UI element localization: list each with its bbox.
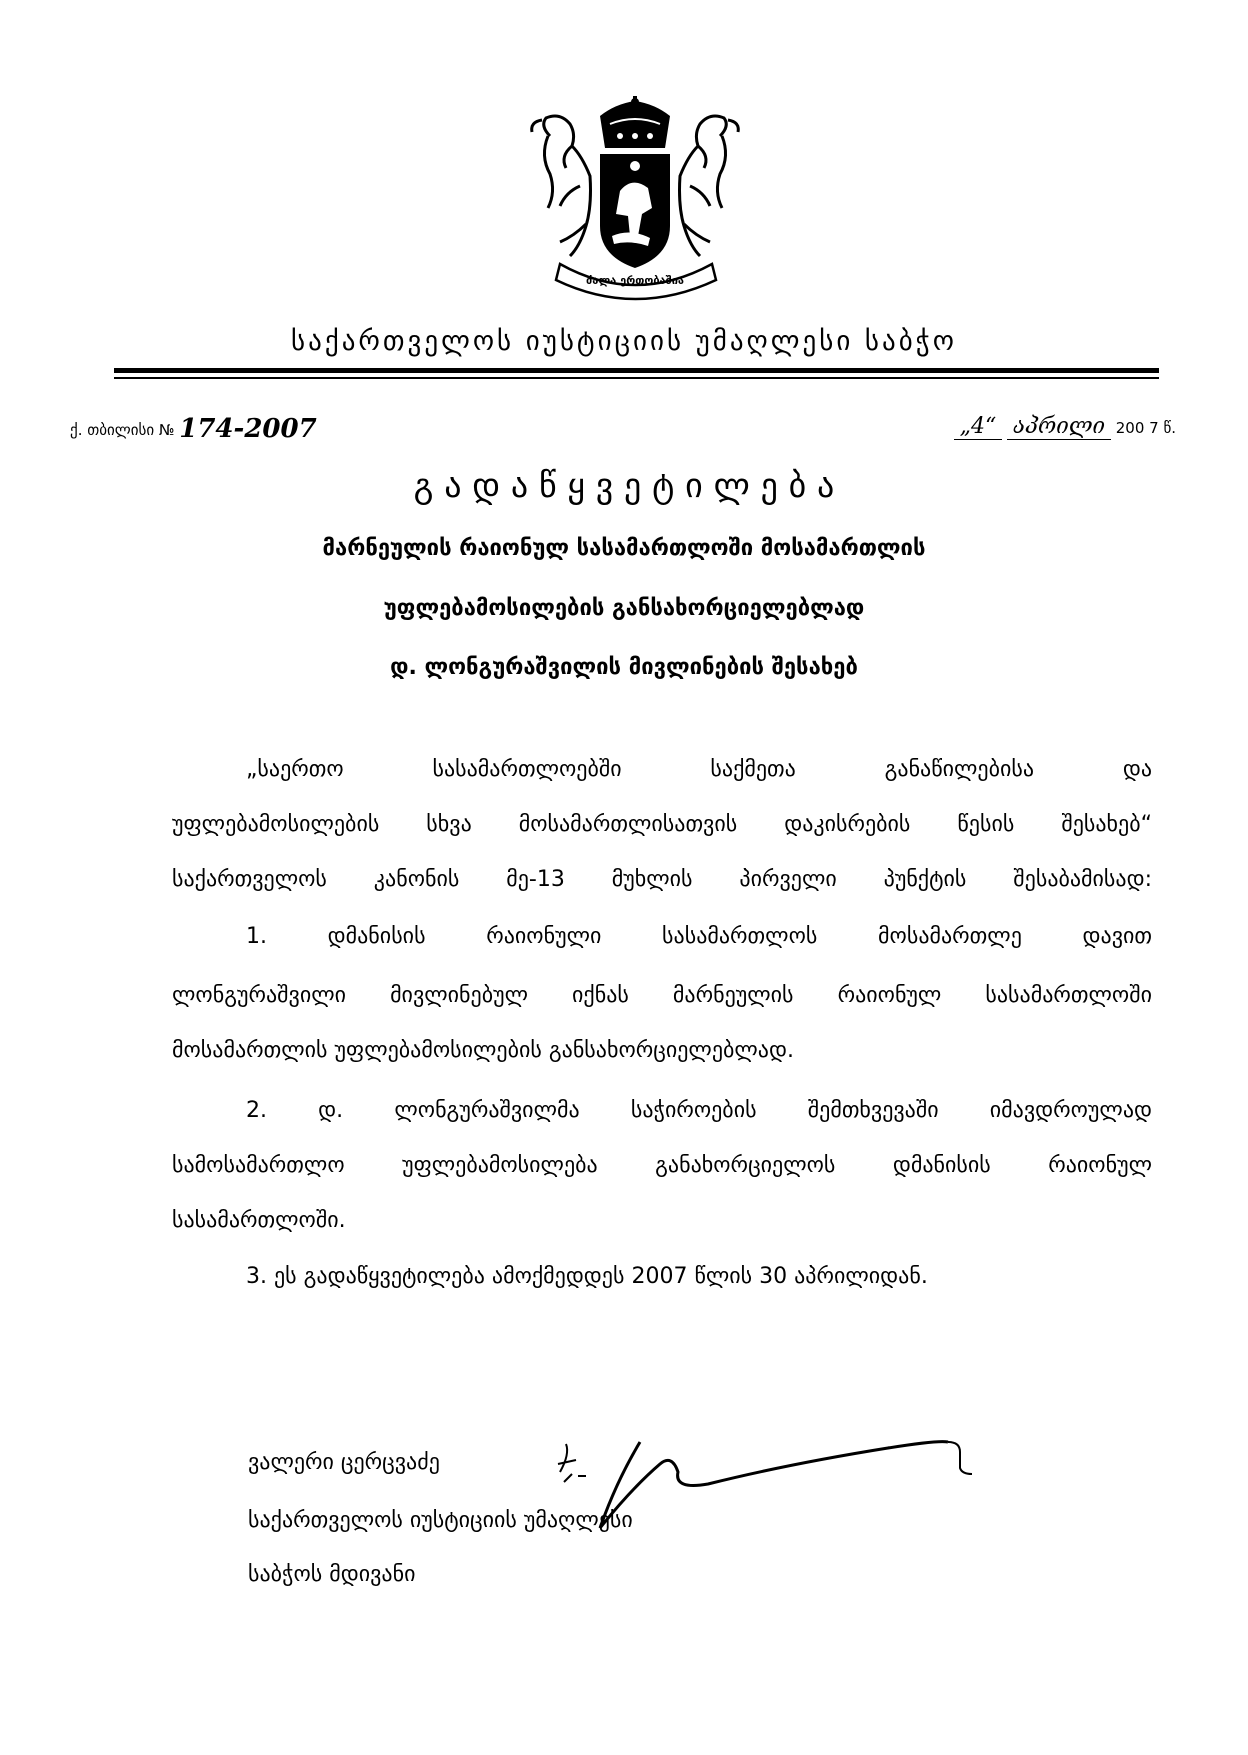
signatory-title: საქართველოს იუსტიციის უმაღლესი	[248, 1508, 633, 1533]
body-line: უფლებამოსილების სხვა მოსამართლისათვის დაკისრების წესის შესახებ“	[172, 812, 1152, 837]
number-value: 174-2007	[179, 414, 317, 444]
handwritten-signature	[548, 1424, 1098, 1544]
body-line: 1. დმანისის რაიონული სასამართლოს მოსამართლე დავით	[246, 924, 1152, 949]
body-line: ლონგურაშვილი მივლინებულ იქნას მარნეულის რაიონულ სასამართლოში	[172, 983, 1152, 1008]
ribbon-motto: ძალა ერთობაშია	[586, 274, 684, 287]
document-date	[954, 414, 1176, 440]
body-line: 2. დ. ლონგურაშვილმა საჭიროების შემთხვევაში იმავდროულად	[246, 1098, 1152, 1123]
body-line: 3. ეს გადაწყვეტილება ამოქმედდეს 2007 წლის 30 აპრილიდან.	[246, 1264, 928, 1289]
crown-icon	[600, 96, 670, 148]
body-line: სამოსამართლო უფლებამოსილება განახორციელოს დმანისის რაიონულ	[172, 1153, 1152, 1178]
subject-line: მარნეულის რაიონულ სასამართლოში მოსამართლის	[322, 536, 926, 561]
signatory-name: ვალერი ცერცვაძე	[248, 1450, 440, 1475]
document-type: გ ა დ ა წ ყ ვ ე ტ ი ლ ე ბ ა	[413, 466, 835, 506]
header-rule-thin	[114, 377, 1159, 379]
institution-name: საქართველოს იუსტიციის უმაღლესი საბჭო	[291, 326, 957, 357]
body-line: „საერთო სასამართლოებში საქმეთა განაწილებისა და	[246, 757, 1152, 782]
number-prefix: ქ. თბილისი №	[70, 421, 175, 439]
date-year: 200 7 წ.	[1115, 419, 1176, 437]
body-line: მოსამართლის უფლებამოსილების განსახორციელებლად.	[172, 1038, 794, 1063]
body-line: საქართველოს კანონის მე-13 მუხლის პირველი პუნქტის შესაბამისად:	[172, 867, 1152, 892]
left-lion-icon	[532, 116, 591, 256]
date-month: აპრილი	[1007, 414, 1111, 440]
header-rule-thick	[114, 368, 1159, 373]
document-number	[70, 414, 317, 444]
coat-of-arms-icon	[520, 96, 750, 302]
subject-line: დ. ლონგურაშვილის მივლინების შესახებ	[390, 655, 858, 680]
right-lion-icon	[680, 116, 739, 256]
date-day: „4“	[954, 414, 1003, 440]
signatory-title: საბჭოს მდივანი	[248, 1562, 416, 1587]
body-line: სასამართლოში.	[172, 1208, 346, 1233]
subject-line: უფლებამოსილების განსახორციელებლად	[383, 596, 865, 621]
